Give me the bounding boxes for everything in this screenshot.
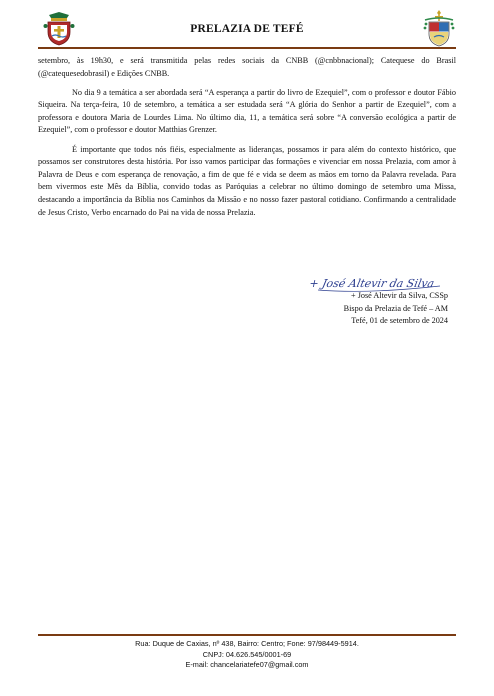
footer-email: E-mail: chancelariatefe07@gmail.com (185, 660, 309, 669)
signer-title: Bispo da Prelazia de Tefé – AM (343, 303, 448, 313)
footer-address: Rua: Duque de Caxias, nº 438, Bairro: Centro; Fone: 97/98449-5914. (135, 639, 359, 648)
header-divider (38, 47, 456, 49)
letter-body (38, 55, 456, 226)
letterhead (38, 10, 456, 50)
letter-date: Tefé, 01 de setembro de 2024 (351, 316, 448, 325)
handwritten-signature (308, 272, 448, 294)
signature-script: + José Altevir da Silva (308, 277, 436, 290)
footer-divider (38, 634, 456, 636)
signature-block (268, 277, 448, 328)
letterhead-footer (38, 639, 456, 671)
letterhead-title: PRELAZIA DE TEFÉ (190, 23, 304, 35)
body-paragraph-1: setembro, às 19h30, e será transmitida pelas redes sociais da CNBB (@cnbbnacional); Catequese do Brasil (@catequesedobrasil) e Edições CNBB. (38, 56, 456, 78)
signer-name: + José Altevir da Silva, CSSp (351, 291, 448, 300)
body-paragraph-2: No dia 9 a temática a ser abordada será “A esperança a partir do livro de Ezequiel”, com o professor e doutor Fábio Siqueira. Na terça-feira, 10 de setembro, a temática a ser estudada será “A glória do Senhor a partir de Ezequiel”, com a professora e doutora Maria de Lourdes Lima. No último dia, 11, a temática será sobre “A conversão ecológica a partir de Ezequiel”, com o professor e doutor Matthias Grenzer. (38, 87, 456, 135)
body-paragraph-3: É importante que todos nós fiéis, especialmente as lideranças, possamos ir para além do contexto histórico, que possamos ser construtores desta história. Por isso vamos participar das formações e vivenciar em nossa Prelazia, com amor à Palavra de Deus e com esperança de renovação, a fim de que fé e vida se deem as mãos em torno da Palavra revelada. Para bem vivermos este Mês da Bíblia, convido todas as Paróquias a celebrar no último domingo de setembro uma Missa, destacando a importância da Bíblia nos Caminhos da Missão e no nosso fazer pastoral cotidiano. Confirmando a centralidade de Jesus Cristo, Verbo encarnado do Pai na vida de nossa Prelazia. (38, 144, 456, 217)
bishop-coat-of-arms-logo (422, 10, 456, 48)
footer-cnpj: CNPJ: 04.626.545/0001-69 (202, 649, 292, 659)
